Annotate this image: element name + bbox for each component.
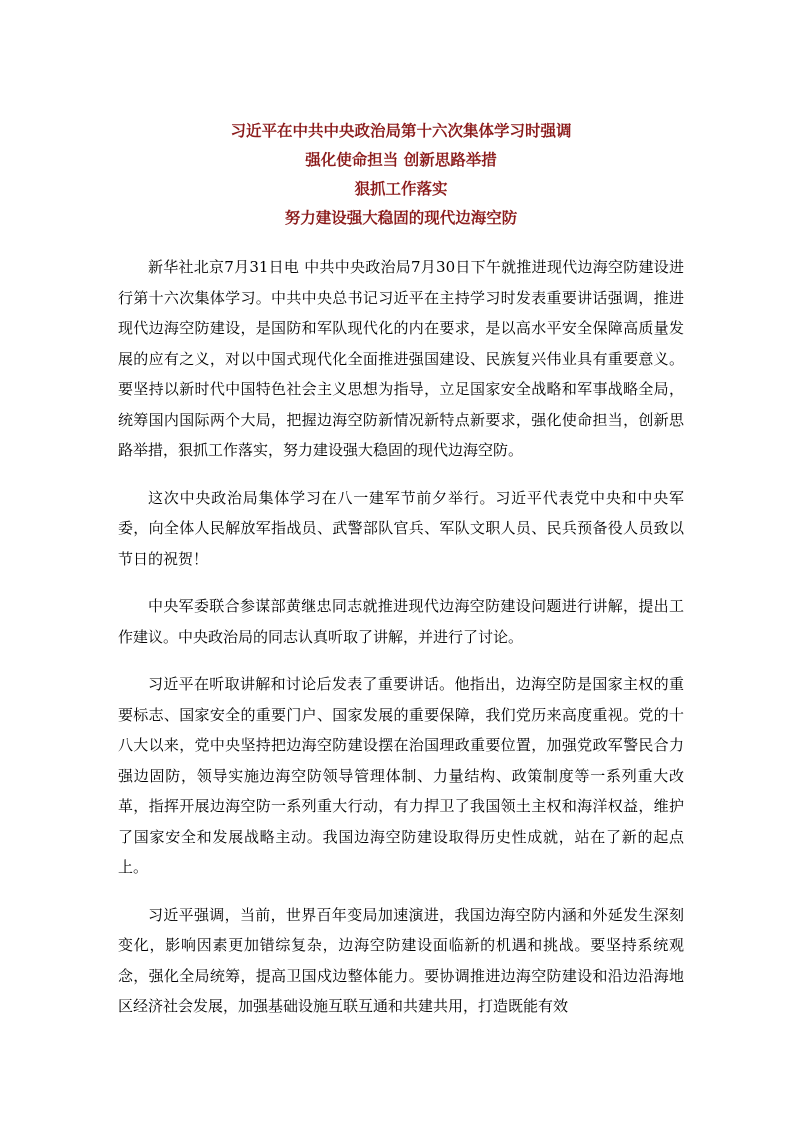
paragraph-1: 新华社北京7月31日电 中共中央政治局7月30日下午就推进现代边海空防建设进行第十六次集体学习。中共中央总书记习近平在主持学习时发表重要讲话强调，推进现代边海空防建设，是国防和军队现代化的内在要求，是以高水平安全保障高质量发展的应有之义，对以中国式现代化全面推进强国建设、民族复兴伟业具有重要意义。要坚持以新时代中国特色社会主义思想为指导，立足国家安全战略和军事战略全局，统筹国内国际两个大局，把握边海空防新情况新特点新要求，强化使命担当，创新思路举措，狠抓工作落实，努力建设强大稳固的现代边海空防。 [118,258,684,459]
article-body [118,252,684,1039]
headline-block [118,117,684,233]
headline-line-2: 强化使命担当 创新思路举措 [305,151,497,169]
headline-line-1: 习近平在中共中央政治局第十六次集体学习时强调 [230,122,572,140]
paragraph-4: 习近平在听取讲解和讨论后发表了重要讲话。他指出，边海空防是国家主权的重要标志、国家安全的重要门户、国家发展的重要保障，我们党历来高度重视。党的十八大以来，党中央坚持把边海空防建设摆在治国理政重要位置，加强党政军警民合力强边固防，领导实施边海空防领导管理体制、力量结构、政策制度等一系列重大改革，指挥开展边海空防一系列重大行动，有力捍卫了我国领土主权和海洋权益，维护了国家安全和发展战略主动。我国边海空防建设取得历史性成就，站在了新的起点上。 [118,675,684,876]
headline-line-4: 努力建设强大稳固的现代边海空防 [284,209,518,227]
headline-line-3: 狠抓工作落实 [354,180,448,198]
paragraph-5: 习近平强调，当前，世界百年变局加速演进，我国边海空防内涵和外延发生深刻变化，影响因素更加错综复杂，边海空防建设面临新的机遇和挑战。要坚持系统观念，强化全局统筹，提高卫国戍边整体能力。要协调推进边海空防建设和沿边沿海地区经济社会发展，加强基础设施互联互通和共建共用，打造既能有效 [118,905,684,1015]
paragraph-2: 这次中央政治局集体学习在八一建军节前夕举行。习近平代表党中央和中央军委，向全体人民解放军指战员、武警部队官兵、军队文职人员、民兵预备役人员致以节日的祝贺！ [118,488,684,568]
paragraph-3: 中央军委联合参谋部黄继忠同志就推进现代边海空防建设问题进行讲解，提出工作建议。中央政治局的同志认真听取了讲解，并进行了讨论。 [118,597,684,646]
